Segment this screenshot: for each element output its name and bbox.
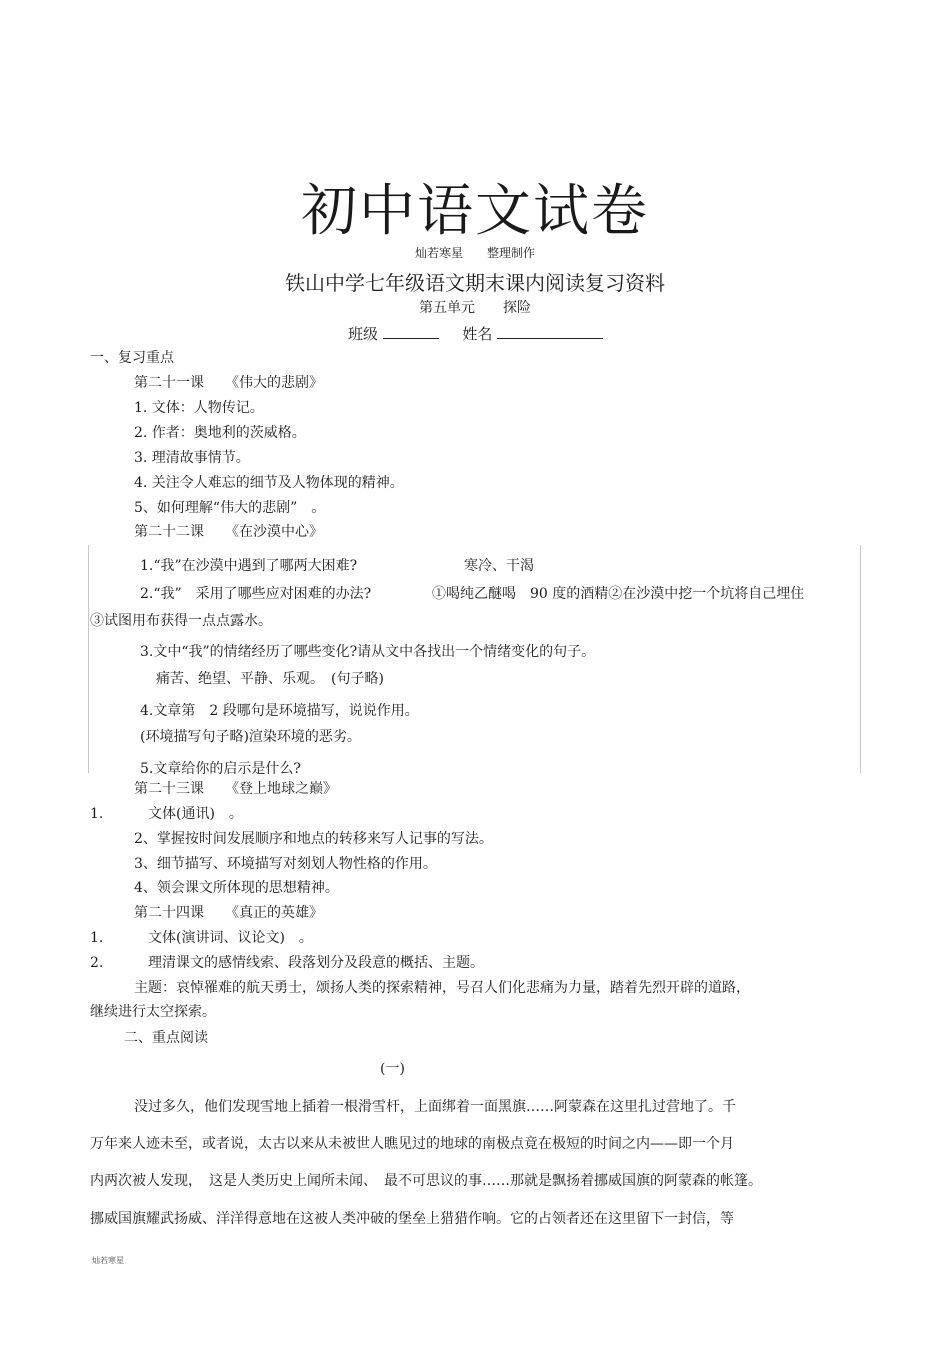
lesson21-item: 5、如何理解“伟大的悲剧” 。 [134, 500, 326, 516]
lesson24-item-number: 2. [90, 955, 104, 971]
lesson22-title: 第二十二课 《在沙漠中心》 [134, 524, 323, 540]
lesson21-title: 第二十一课 《伟大的悲剧》 [134, 375, 323, 391]
lesson21-item: 1. 文体：人物传记。 [134, 400, 264, 416]
lesson23-item: 3、细节描写、环境描写对刻划人物性格的作用。 [134, 856, 437, 872]
lesson23-item: 文体(通讯) 。 [148, 806, 243, 822]
document-subtitle: 铁山中学七年级语文期末课内阅读复习资料 [285, 271, 665, 295]
lesson22-question-3: 3.文中“我”的情绪经历了哪些变化?请从文中各找出一个情绪变化的句子。 [140, 644, 596, 660]
page-title: 初中语文试卷 [301, 179, 649, 244]
lesson23-item: 2、掌握按时间发展顺序和地点的转移来写人记事的写法。 [134, 831, 493, 847]
reading-part-label: (一) [380, 1061, 405, 1077]
reading-paragraph-line: 没过多久，他们发现雪地上插着一根滑雪杆，上面绑着一面黑旗……阿蒙森在这里扎过营地了。千 [134, 1099, 736, 1115]
class-name-line [348, 324, 603, 343]
class-label: 班级 [348, 325, 379, 343]
answer-box-left-border [88, 545, 89, 773]
lesson24-item-number: 1. [90, 930, 104, 946]
lesson22-answer-1: 寒冷、干渴 [464, 558, 534, 574]
lesson24-theme-cont: 继续进行太空探索。 [90, 1004, 216, 1020]
lesson22-answer-3: 痛苦、绝望、平静、乐观。 (句子略) [156, 671, 384, 687]
lesson24-item: 文体(演讲词、议论文) 。 [148, 930, 313, 946]
lesson22-question-2: 2.“我” 采用了哪些应对困难的办法? [140, 586, 372, 602]
lesson24-title: 第二十四课 《真正的英雄》 [134, 905, 323, 921]
section2-heading: 二、重点阅读 [124, 1030, 208, 1046]
answer-box-right-border [860, 545, 861, 773]
lesson23-title: 第二十三课 《登上地球之巅》 [134, 781, 337, 797]
class-blank[interactable] [383, 324, 439, 339]
footer-text: 灿若寒星 [92, 1256, 124, 1265]
lesson22-answer-2-cont: ③试图用布获得一点点露水。 [90, 613, 272, 629]
lesson21-item: 4. 关注令人难忘的细节及人物体现的精神。 [134, 475, 404, 491]
lesson22-answer-2: ①喝纯乙醚喝 90 度的酒精②在沙漠中挖一个坑将自己埋住 [432, 586, 805, 602]
unit-label: 第五单元 探险 [419, 300, 531, 316]
maker-line: 灿若寒星 整理制作 [414, 246, 535, 260]
lesson24-item: 理清课文的感情线索、段落划分及段意的概括、主题。 [148, 955, 484, 971]
section1-heading: 一、复习重点 [90, 350, 174, 366]
lesson21-item: 2. 作者：奥地利的茨威格。 [134, 425, 306, 441]
reading-paragraph-line: 内两次被人发现， 这是人类历史上闻所未闻、 最不可思议的事……那就是飘扬着挪威国旗的阿蒙森的帐篷。 [90, 1173, 762, 1189]
lesson23-item-number: 1. [90, 806, 104, 822]
name-blank[interactable] [497, 324, 603, 339]
lesson23-item: 4、领会课文所体现的思想精神。 [134, 880, 339, 896]
lesson22-question-1: 1.“我”在沙漠中遇到了哪两大困难? [140, 558, 358, 574]
reading-paragraph-line: 万年来人迹未至，或者说，太古以来从未被世人瞧见过的地球的南极点竟在极短的时间之内——即一个月 [90, 1136, 734, 1152]
lesson22-answer-4: (环境描写句子略)渲染环境的恶劣。 [140, 729, 361, 745]
lesson22-question-5: 5.文章给你的启示是什么? [140, 761, 301, 777]
lesson21-item: 3. 理清故事情节。 [134, 450, 250, 466]
reading-paragraph-line: 挪威国旗耀武扬威、洋洋得意地在这被人类冲破的堡垒上猎猎作响。它的占领者还在这里留下一封信，等 [90, 1211, 734, 1227]
lesson24-theme: 主题：哀悼罹难的航天勇士，颂扬人类的探索精神，号召人们化悲痛为力量，踏着先烈开辟的道路， [134, 980, 750, 996]
name-label: 姓名 [462, 325, 493, 343]
lesson22-question-4: 4.文章第 2 段哪句是环境描写，说说作用。 [140, 703, 419, 719]
